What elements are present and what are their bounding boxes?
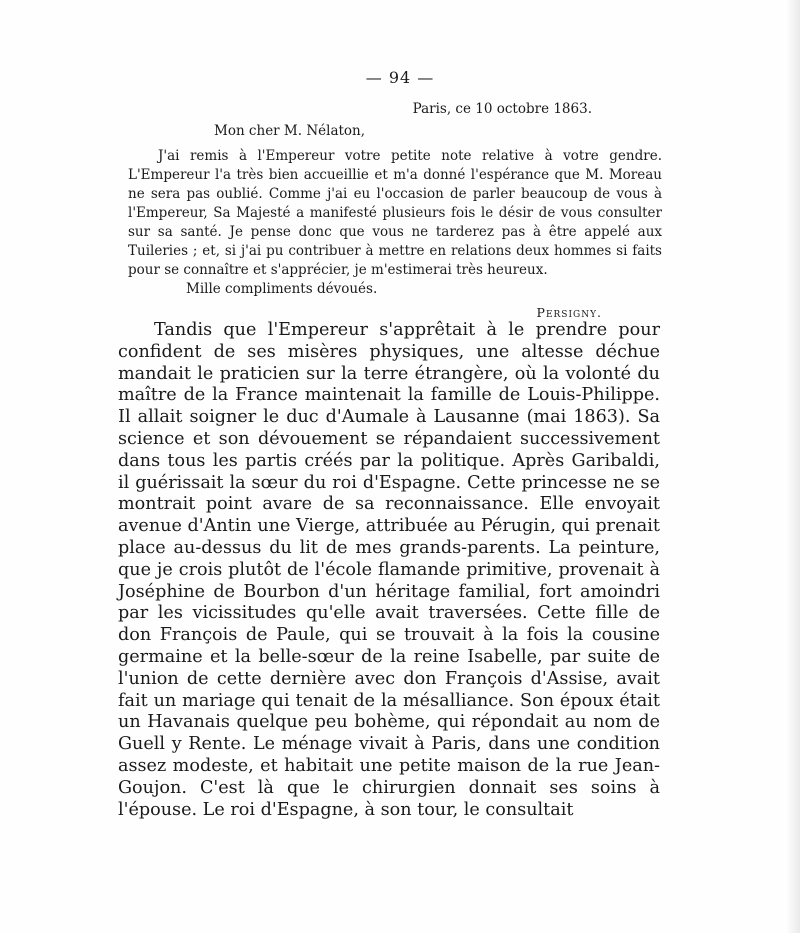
letter-signature: Persigny.	[536, 305, 602, 320]
narrative-text	[118, 320, 660, 821]
letter-body: J'ai remis à l'Empereur votre petite note relative à votre gendre. L'Empereur l'a très bien accueillie et m'a donné l'espérance que M. Moreau ne sera pas oublié. Comme j'ai eu l'occasion de parler beaucoup de vous à l'Empereur, Sa Majesté a manifesté plusieurs fois le désir de vous consulter sur sa santé. Je pense donc que vous ne tarderez pas à être appelé aux Tuileries ; et, si j'ai pu contribuer à mettre en relations deux hommes si faits pour se connaître et s'apprécier, je m'estimerai très heureux.	[128, 148, 662, 278]
page-edge-shadow	[786, 0, 800, 933]
letter-date: Paris, ce 10 octobre 1863.	[412, 101, 592, 117]
narrative-paragraph: Tandis que l'Empereur s'apprêtait à le prendre pour confident de ses misères physiques, une altesse déchue mandait le praticien sur la terre étrangère, où la volonté du maître de la France maintenait la famille de Louis-Philippe. Il allait soigner le duc d'Aumale à Lausanne (mai 1863). Sa science et son dévouement se répandaient successivement dans tous les partis créés par la politique. Après Garibaldi, il guérissait la sœur du roi d'Espagne. Cette princesse ne se montrait point avare de sa reconnaissance. Elle envoyait avenue d'Antin une Vierge, attribuée au Pérugin, qui prenait place au-dessus du lit de mes grands-parents. La peinture, que je crois plutôt de l'école flamande primitive, provenait à Joséphine de Bourbon d'un héritage familial, fort amoindri par les vicissitudes qu'elle avait traversées. Cette fille de don François de Paule, qui se trouvait à la fois la cousine germaine et la belle-sœur de la reine Isabelle, par suite de l'union de cette dernière avec don François d'Assise, avait fait un mariage qui tenait de la mésalliance. Son époux était un Havanais quelque peu bohème, qui répondait au nom de Guell y Rente. Le ménage vivait à Paris, dans une condition assez modeste, et habitait une petite maison de la rue Jean-Goujon. C'est là que le chirurgien donnait ses soins à l'épouse. Le roi d'Espagne, à son tour, le consultait	[118, 320, 660, 820]
quoted-letter	[128, 100, 662, 322]
letter-closing: Mille compliments dévoués.	[186, 281, 378, 297]
page-number: — 94 —	[365, 68, 435, 87]
letter-salutation: Mon cher M. Nélaton,	[214, 123, 366, 139]
